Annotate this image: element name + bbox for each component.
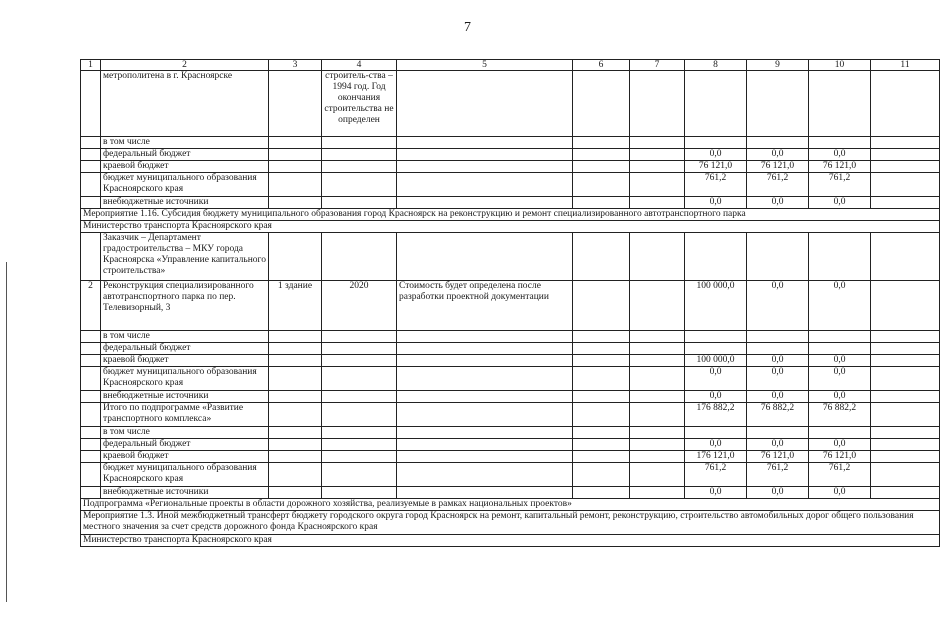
header-cell-1: 1 [81,60,101,71]
cell-col7 [630,197,685,209]
cell-col9: 0,0 [747,281,809,331]
cell-unit [269,439,322,451]
cell-col6 [573,173,630,197]
cell-col8: 761,2 [685,463,747,487]
cell-num [81,149,101,161]
cell-col7 [630,137,685,149]
cell-col9: 0,0 [747,439,809,451]
cell-col7 [630,173,685,197]
cell-num [81,355,101,367]
cell-name: краевой бюджет [101,355,269,367]
cell-col11 [871,439,940,451]
cell-col9 [747,233,809,281]
cell-name: бюджет муниципального образования Красноярского края [101,463,269,487]
cell-col11 [871,197,940,209]
cell-name: бюджет муниципального образования Красноярского края [101,173,269,197]
cell-col6 [573,137,630,149]
cell-col6 [573,391,630,403]
scan-margin-line [6,262,7,602]
table-row [81,233,940,281]
cell-col11 [871,487,940,499]
cell-cost-note [397,331,573,343]
cell-num [81,331,101,343]
cell-col10: 761,2 [809,463,871,487]
cell-col9 [747,427,809,439]
cell-col6 [573,439,630,451]
cell-unit [269,451,322,463]
cell-col9 [747,343,809,355]
cell-col10 [809,71,871,137]
cell-col9: 76 121,0 [747,161,809,173]
table-row [81,367,940,391]
cell-col7 [630,391,685,403]
cell-col7 [630,439,685,451]
section-title: Мероприятие 1.3. Иной межбюджетный трансферт бюджету городского округа город Красноярск на ремонт, капитальный ремонт, реконструкцию, строительство автомобильных дорог общего пользования местного значения за счет средств дорожного фонда Красноярского края [81,511,940,535]
cell-name: метрополитена в г. Красноярске [101,71,269,137]
cell-name: федеральный бюджет [101,439,269,451]
cell-year [322,137,397,149]
cell-col8: 176 121,0 [685,451,747,463]
section-row [81,499,940,511]
cell-cost-note [397,487,573,499]
cell-col8: 0,0 [685,487,747,499]
cell-col9: 0,0 [747,149,809,161]
table-row [81,439,940,451]
cell-col6 [573,331,630,343]
table-row [81,149,940,161]
cell-cost-note [397,161,573,173]
cell-unit [269,173,322,197]
cell-col10 [809,137,871,149]
cell-col11 [871,281,940,331]
section-title: Подпрограмма «Региональные проекты в области дорожного хозяйства, реализуемые в рамках национальных проектов» [81,499,940,511]
cell-unit [269,137,322,149]
cell-name: Итого по подпрограмме «Развитие транспортного комплекса» [101,403,269,427]
cell-col9: 0,0 [747,367,809,391]
cell-cost-note [397,439,573,451]
cell-num [81,403,101,427]
section-row [81,511,940,535]
cell-col8: 76 121,0 [685,161,747,173]
page-number: 7 [464,20,471,35]
cell-name: внебюджетные источники [101,391,269,403]
table-row [81,427,940,439]
cell-unit [269,71,322,137]
cell-col7 [630,427,685,439]
cell-cost-note [397,403,573,427]
cell-unit [269,367,322,391]
cell-num [81,427,101,439]
cell-num [81,233,101,281]
header-cell-4: 4 [322,60,397,71]
header-cell-9: 9 [747,60,809,71]
cell-unit: 1 здание [269,281,322,331]
cell-col7 [630,355,685,367]
cell-col8 [685,137,747,149]
cell-year [322,161,397,173]
cell-unit [269,487,322,499]
cell-col10: 0,0 [809,391,871,403]
cell-col11 [871,233,940,281]
cell-year [322,391,397,403]
cell-col10: 76 121,0 [809,451,871,463]
header-cell-8: 8 [685,60,747,71]
cell-col11 [871,71,940,137]
cell-year [322,427,397,439]
cell-name: внебюджетные источники [101,487,269,499]
cell-col11 [871,367,940,391]
table-row [81,355,940,367]
cell-col6 [573,71,630,137]
cell-col10 [809,233,871,281]
cell-col10: 761,2 [809,173,871,197]
cell-col9: 76 882,2 [747,403,809,427]
cell-cost-note [397,173,573,197]
table-row [81,463,940,487]
table-row [81,137,940,149]
cell-cost-note [397,343,573,355]
cell-col7 [630,343,685,355]
cell-col8: 761,2 [685,173,747,197]
cell-year [322,149,397,161]
cell-cost-note [397,427,573,439]
cell-col10: 0,0 [809,367,871,391]
cell-col10 [809,343,871,355]
cell-year [322,331,397,343]
cell-num: 2 [81,281,101,331]
cell-col8: 100 000,0 [685,355,747,367]
cell-col9: 0,0 [747,487,809,499]
table-row [81,281,940,331]
cell-cost-note [397,71,573,137]
cell-col8: 0,0 [685,367,747,391]
section-title: Министерство транспорта Красноярского края [81,221,940,233]
cell-col8 [685,343,747,355]
cell-col6 [573,451,630,463]
cell-col9: 761,2 [747,173,809,197]
cell-name: краевой бюджет [101,161,269,173]
cell-unit [269,343,322,355]
table-row [81,197,940,209]
cell-num [81,463,101,487]
header-cell-2: 2 [101,60,269,71]
cell-col10: 0,0 [809,281,871,331]
cell-num [81,197,101,209]
cell-col11 [871,173,940,197]
cell-cost-note [397,149,573,161]
cell-col8: 0,0 [685,391,747,403]
cell-col7 [630,161,685,173]
cell-name: внебюджетные источники [101,197,269,209]
cell-col11 [871,331,940,343]
cell-cost-note [397,367,573,391]
cell-name: Заказчик – Департамент градостроительства – МКУ города Красноярска «Управление капитального строительства» [101,233,269,281]
section-row [81,221,940,233]
header-cell-5: 5 [397,60,573,71]
cell-col6 [573,367,630,391]
cell-col11 [871,161,940,173]
cell-col8 [685,427,747,439]
cell-year: строитель-ства – 1994 год. Год окончания строительства не определен [322,71,397,137]
cell-col7 [630,281,685,331]
cell-col7 [630,451,685,463]
cell-num [81,173,101,197]
cell-col10: 76 121,0 [809,161,871,173]
cell-cost-note [397,451,573,463]
cell-col7 [630,233,685,281]
cell-col11 [871,355,940,367]
cell-col9 [747,71,809,137]
cell-year [322,439,397,451]
cell-cost-note [397,197,573,209]
table-row [81,331,940,343]
cell-col10 [809,427,871,439]
cell-unit [269,403,322,427]
cell-year [322,343,397,355]
cell-col10: 0,0 [809,149,871,161]
cell-col11 [871,463,940,487]
cell-col6 [573,197,630,209]
cell-col6 [573,161,630,173]
cell-col6 [573,427,630,439]
cell-col8 [685,331,747,343]
cell-col11 [871,137,940,149]
cell-unit [269,149,322,161]
cell-col7 [630,331,685,343]
cell-year [322,197,397,209]
header-cell-7: 7 [630,60,685,71]
cell-col10 [809,331,871,343]
section-row [81,535,940,547]
cell-num [81,343,101,355]
cell-cost-note [397,463,573,487]
cell-cost-note [397,355,573,367]
cell-col6 [573,343,630,355]
header-cell-10: 10 [809,60,871,71]
cell-col8: 0,0 [685,149,747,161]
cell-col8: 0,0 [685,439,747,451]
cell-unit [269,463,322,487]
cell-col7 [630,403,685,427]
cell-col6 [573,463,630,487]
table-row [81,173,940,197]
cell-col7 [630,149,685,161]
cell-col7 [630,367,685,391]
cell-col6 [573,233,630,281]
cell-name: Реконструкция специализированного автотранспортного парка по пер. Телевизорный, 3 [101,281,269,331]
header-cell-6: 6 [573,60,630,71]
cell-col6 [573,149,630,161]
cell-col9 [747,137,809,149]
cell-year [322,451,397,463]
cell-cost-note [397,391,573,403]
cell-num [81,161,101,173]
cell-year [322,355,397,367]
cell-col9 [747,331,809,343]
section-title: Министерство транспорта Красноярского края [81,535,940,547]
section-title: Мероприятие 1.16. Субсидия бюджету муниципального образования город Красноярск на реконструкцию и ремонт специализированного автотранспортного парка [81,209,940,221]
cell-year [322,173,397,197]
cell-unit [269,355,322,367]
cell-name: бюджет муниципального образования Красноярского края [101,367,269,391]
cell-year [322,233,397,281]
cell-col10: 0,0 [809,439,871,451]
cell-name: в том числе [101,331,269,343]
header-cell-11: 11 [871,60,940,71]
cell-unit [269,427,322,439]
cell-col10: 76 882,2 [809,403,871,427]
cell-unit [269,331,322,343]
cell-unit [269,161,322,173]
table-row [81,451,940,463]
cell-year [322,487,397,499]
cell-col7 [630,71,685,137]
cell-name: в том числе [101,427,269,439]
cell-col11 [871,391,940,403]
section-row [81,209,940,221]
cell-cost-note [397,137,573,149]
cell-unit [269,391,322,403]
cell-name: федеральный бюджет [101,149,269,161]
cell-col6 [573,281,630,331]
header-row [81,60,940,71]
cell-num [81,391,101,403]
cell-col7 [630,487,685,499]
cell-col11 [871,343,940,355]
cell-col6 [573,487,630,499]
cell-year [322,367,397,391]
cell-name: в том числе [101,137,269,149]
cell-col8: 100 000,0 [685,281,747,331]
table-row [81,71,940,137]
table-row [81,487,940,499]
cell-col10: 0,0 [809,487,871,499]
cell-num [81,487,101,499]
cell-col8 [685,233,747,281]
cell-col11 [871,149,940,161]
cell-unit [269,233,322,281]
cell-col6 [573,403,630,427]
table-row [81,403,940,427]
cell-col9: 761,2 [747,463,809,487]
cell-col11 [871,451,940,463]
cell-col9: 0,0 [747,355,809,367]
cell-col9: 76 121,0 [747,451,809,463]
header-cell-3: 3 [269,60,322,71]
cell-num [81,451,101,463]
cell-col10: 0,0 [809,197,871,209]
cell-col8 [685,71,747,137]
cell-col7 [630,463,685,487]
cell-col11 [871,403,940,427]
cell-num [81,439,101,451]
cell-name: федеральный бюджет [101,343,269,355]
cell-num [81,137,101,149]
table-row [81,161,940,173]
cell-col11 [871,427,940,439]
cell-col8: 176 882,2 [685,403,747,427]
cell-col9: 0,0 [747,391,809,403]
cell-cost-note: Стоимость будет определена после разработки проектной документации [397,281,573,331]
cell-year: 2020 [322,281,397,331]
cell-year [322,463,397,487]
cell-year [322,403,397,427]
cell-num [81,367,101,391]
financing-table [80,59,940,547]
cell-col6 [573,355,630,367]
cell-name: краевой бюджет [101,451,269,463]
cell-col8: 0,0 [685,197,747,209]
table-row [81,391,940,403]
cell-col10: 0,0 [809,355,871,367]
table-row [81,343,940,355]
cell-unit [269,197,322,209]
cell-cost-note [397,233,573,281]
cell-num [81,71,101,137]
cell-col9: 0,0 [747,197,809,209]
